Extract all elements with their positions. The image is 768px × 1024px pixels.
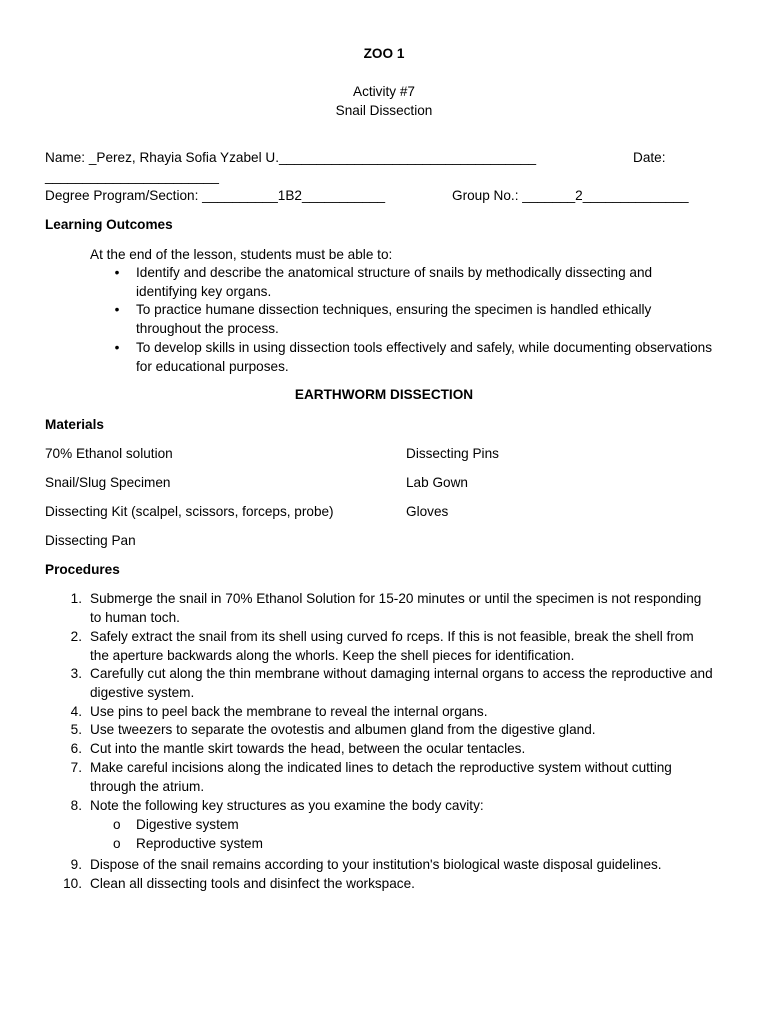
material-item: Lab Gown	[406, 475, 468, 490]
step-text: Note the following key structures as you examine the body cavity:	[90, 798, 484, 813]
bullet-icon: •	[114, 265, 120, 280]
sub-bullet-icon: o	[113, 817, 121, 832]
step-text: Dispose of the snail remains according to your institution's biological waste disposal guidelines.	[90, 857, 662, 872]
step-number: 9.	[70, 857, 82, 872]
date-label: Date:	[633, 150, 666, 165]
outcome-item: To practice humane dissection techniques, ensuring the specimen is handled ethically	[136, 302, 652, 317]
step-text: Submerge the snail in 70% Ethanol Solution for 15-20 minutes or until the specimen is not responding	[90, 591, 702, 606]
group-number-field: Group No.: _______2______________	[452, 188, 689, 203]
learning-outcomes-heading: Learning Outcomes	[45, 217, 173, 232]
step-number: 3.	[70, 666, 82, 681]
step-number: 5.	[70, 722, 82, 737]
step-text-continued: the aperture backwards along the whorls. Keep the shell pieces for identification.	[90, 648, 575, 663]
material-item: Dissecting Kit (scalpel, scissors, forceps, probe)	[45, 504, 334, 519]
activity-number: Activity #7	[353, 84, 415, 99]
procedures-heading: Procedures	[45, 562, 120, 577]
step-number: 6.	[70, 741, 82, 756]
material-item: Dissecting Pan	[45, 533, 136, 548]
learning-intro: At the end of the lesson, students must be able to:	[90, 247, 393, 262]
material-item: 70% Ethanol solution	[45, 446, 173, 461]
step-text-continued: through the atrium.	[90, 779, 205, 794]
name-field: Name: _Perez, Rhayia Sofia Yzabel U.__________________________________	[45, 150, 537, 165]
material-item: Snail/Slug Specimen	[45, 475, 171, 490]
step-text: Make careful incisions along the indicated lines to detach the reproductive system without cutting	[90, 760, 672, 775]
step-text: Cut into the mantle skirt towards the head, between the ocular tentacles.	[90, 741, 526, 756]
step-number: 1.	[70, 591, 82, 606]
step-text: Safely extract the snail from its shell using curved fo rceps. If this is not feasible, break the shell from	[90, 629, 694, 644]
bullet-icon: •	[114, 340, 120, 355]
material-item: Gloves	[406, 504, 449, 519]
outcome-item: Identify and describe the anatomical structure of snails by methodically dissecting and	[136, 265, 653, 280]
sub-item: Digestive system	[136, 817, 239, 832]
step-number: 2.	[70, 629, 82, 644]
step-text-continued: digestive system.	[90, 685, 195, 700]
step-number: 8.	[70, 798, 82, 813]
materials-heading: Materials	[45, 417, 104, 432]
sub-bullet-icon: o	[113, 836, 121, 851]
outcome-item-continued: identifying key organs.	[136, 284, 272, 299]
step-number: 7.	[70, 760, 82, 775]
outcome-item: To develop skills in using dissection tools effectively and safely, while documenting observations	[136, 340, 713, 355]
step-text: Use pins to peel back the membrane to reveal the internal organs.	[90, 704, 488, 719]
section-title: EARTHWORM DISSECTION	[294, 387, 474, 402]
step-text: Clean all dissecting tools and disinfect the workspace.	[90, 876, 415, 891]
step-text: Use tweezers to separate the ovotestis and albumen gland from the digestive gland.	[90, 722, 596, 737]
course-title: ZOO 1	[363, 46, 405, 61]
step-text-continued: to human toch.	[90, 610, 180, 625]
bullet-icon: •	[114, 302, 120, 317]
sub-item: Reproductive system	[136, 836, 263, 851]
outcome-item-continued: throughout the process.	[136, 321, 279, 336]
step-number: 4.	[70, 704, 82, 719]
step-number: 10.	[63, 876, 82, 891]
step-text: Carefully cut along the thin membrane without damaging internal organs to access the reproductive and	[90, 666, 713, 681]
outcome-item-continued: for educational purposes.	[136, 359, 289, 374]
activity-subtitle: Snail Dissection	[335, 103, 433, 118]
degree-program-field: Degree Program/Section: __________1B2___________	[45, 188, 386, 203]
date-field-line: _______________________	[45, 169, 219, 184]
material-item: Dissecting Pins	[406, 446, 499, 461]
